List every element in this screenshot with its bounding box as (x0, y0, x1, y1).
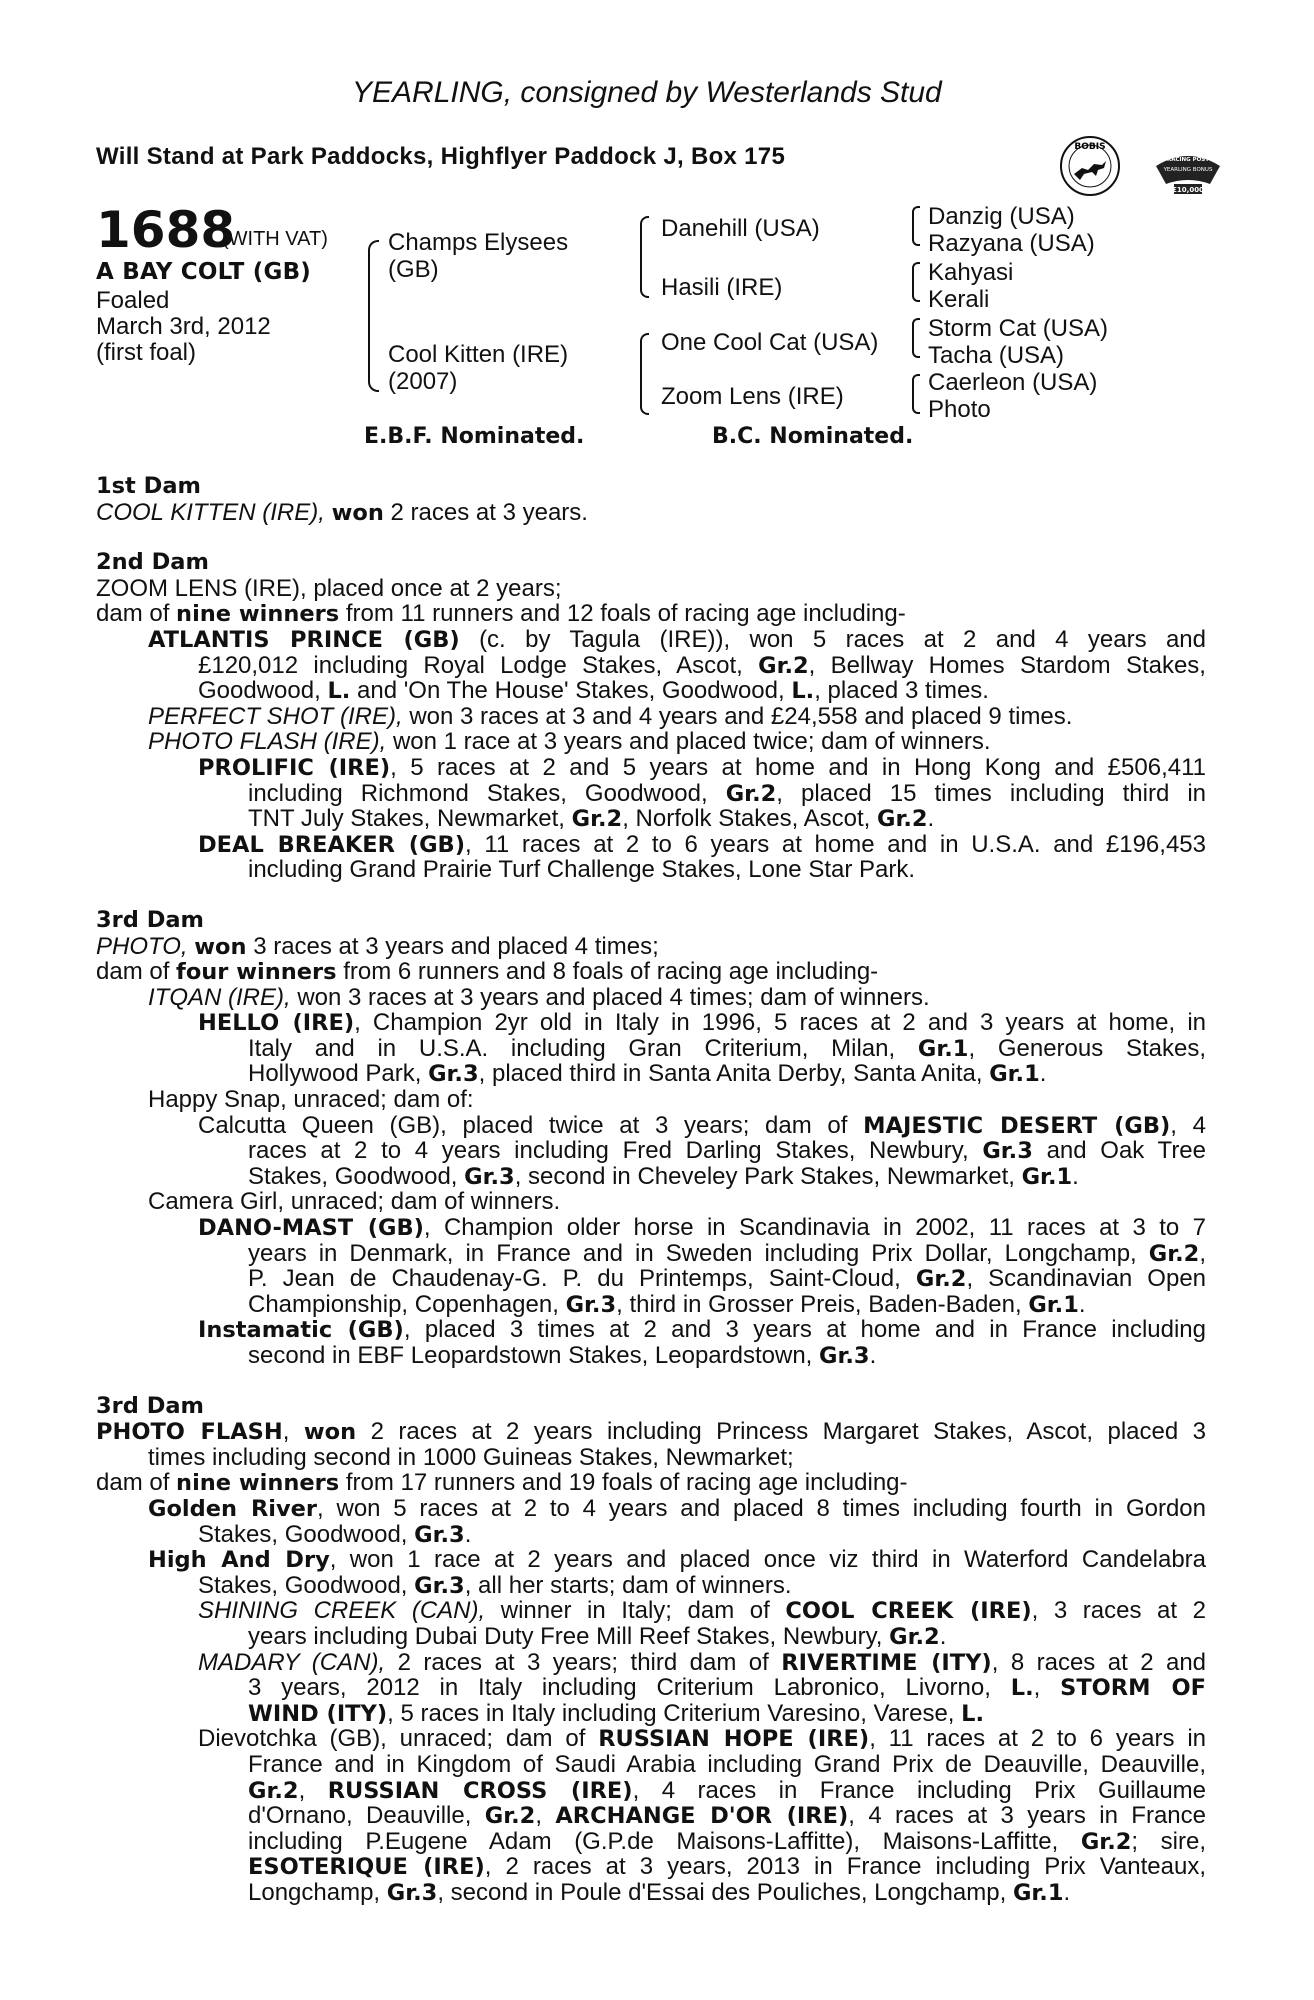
dam-dam: Zoom Lens (IRE) (661, 383, 844, 410)
sire-name: Champs Elysees (388, 229, 569, 256)
sire-sire-sire: Danzig (USA) (928, 203, 1075, 230)
bold-text: PROLIFIC (IRE) (198, 754, 391, 781)
list-item (96, 1061, 1206, 1087)
bold-text: ATLANTIS PRINCE (GB) (148, 626, 460, 653)
sire-sire-dam: Razyana (USA) (928, 230, 1095, 257)
list-item (96, 1598, 1206, 1624)
list-item (96, 1215, 1206, 1241)
list-item (96, 1726, 1206, 1752)
text-run: Longchamp, (248, 1878, 381, 1906)
list-item (96, 781, 1206, 807)
bc-nominated: B.C. Nominated. (712, 424, 914, 449)
list-item (96, 1496, 1206, 1522)
text-run: . (1078, 1290, 1086, 1318)
section-heading: 3rd Dam (96, 906, 204, 933)
bold-text: Gr.2 (248, 1777, 299, 1804)
bold-text: ESOTERIQUE (IRE) (248, 1854, 485, 1881)
list-item (96, 1547, 1206, 1573)
list-item: times including second in 1000 Guineas Stakes, Newmarket; (148, 1443, 794, 1471)
bold-text: DANO-MAST (GB) (198, 1215, 424, 1242)
bold-text: Gr.2 (571, 806, 623, 833)
text-run: 3 races at 3 years and placed 4 times; (253, 932, 659, 960)
text-run: years in Denmark, in France and in Sweden including Prix Dollar, Longchamp, (248, 1239, 1137, 1267)
text-run: , placed 3 times at 2 and 3 years at home and in France including (403, 1316, 1207, 1344)
text-run: Stakes, Goodwood, (198, 1571, 408, 1599)
bold-text: L. (1010, 1675, 1034, 1702)
text-run: PHOTO, (96, 932, 188, 960)
text-run: Calcutta Queen (GB), placed twice at 3 years; dam of (198, 1111, 848, 1139)
text-run: including Richmond Stakes, Goodwood, (248, 779, 708, 807)
text-run: , (282, 1418, 290, 1446)
bold-text: Gr.2 (915, 1266, 967, 1293)
list-item (96, 1113, 1206, 1139)
text-run: , 8 races at 2 and (991, 1648, 1207, 1676)
rp-amount: £10,000 (1172, 186, 1204, 194)
vat-note: (WITH VAT) (222, 228, 328, 250)
text-run: , 11 races at 2 to 6 years at home and in U.S.A. and £196,453 (465, 830, 1206, 858)
bold-text: Gr.3 (414, 1521, 465, 1548)
bold-text: L. (791, 678, 815, 705)
text-run: , Generous Stakes, (968, 1034, 1206, 1062)
text-run: . (1039, 1060, 1047, 1088)
text-run: . (464, 1520, 472, 1548)
text-run: from 17 runners and 19 foals of racing age including- (345, 1469, 908, 1497)
catalogue-body (96, 474, 1206, 1905)
text-run: Stakes, Goodwood, (248, 1162, 458, 1190)
list-item (96, 1803, 1206, 1829)
list-item: Happy Snap, unraced; dam of: (148, 1086, 474, 1114)
list-item (96, 627, 1206, 653)
list-item: Camera Girl, unraced; dam of winners. (148, 1188, 561, 1216)
sire-dam-dam: Kerali (928, 286, 990, 313)
text-run: 2 races at 3 years; third dam of (397, 1648, 769, 1676)
text-run: from 6 runners and 8 foals of racing age including- (343, 958, 879, 986)
section-heading: 2nd Dam (96, 549, 209, 576)
text-run: won 3 races at 3 and 4 years and £24,558 and placed 9 times. (409, 702, 1073, 730)
text-run: and Oak Tree (1046, 1137, 1207, 1165)
bold-text: Gr.3 (982, 1138, 1033, 1165)
list-item (96, 1010, 1206, 1036)
list-item (96, 1880, 1206, 1906)
list-item (96, 1266, 1206, 1292)
text-run: , 4 races in France including Prix Guillaume (632, 1776, 1207, 1804)
text-run: won 1 race at 3 years and placed twice; dam of winners. (392, 728, 991, 756)
text-run: , Champion older horse in Scandinavia in 2002, 11 races at 3 to 7 (423, 1214, 1206, 1242)
text-run: P. Jean de Chaudenay-G. P. du Printemps, Saint-Cloud, (248, 1265, 901, 1293)
text-run: , third in Grosser Preis, Baden-Baden, (616, 1290, 1022, 1318)
bold-text: HELLO (IRE) (198, 1010, 355, 1037)
dam-sire-dam: Tacha (USA) (928, 342, 1065, 369)
text-run: , Champion 2yr old in Italy in 1996, 5 races at 2 and 3 years at home, in (354, 1009, 1206, 1037)
bold-text: Golden River (148, 1495, 318, 1522)
list-item (96, 1419, 1206, 1445)
text-run: Stakes, Goodwood, (198, 1520, 408, 1548)
bold-text: WIND (ITY) (248, 1700, 388, 1727)
bold-text: Gr.3 (414, 1572, 465, 1599)
text-run: , all her starts; dam of winners. (464, 1571, 792, 1599)
text-run: years including Dubai Duty Free Mill Reef Stakes, Newbury, (248, 1622, 883, 1650)
list-item (96, 755, 1206, 781)
list-item (96, 1854, 1206, 1880)
text-run: , Scandinavian Open (966, 1265, 1207, 1293)
list-item (96, 1829, 1206, 1855)
bold-text: nine winners (176, 601, 340, 628)
text-run: PERFECT SHOT (IRE), (148, 702, 403, 730)
bold-text: High And Dry (148, 1547, 330, 1574)
bold-text: COOL CREEK (IRE) (785, 1598, 1032, 1625)
list-item (96, 678, 1206, 704)
bold-text: won (331, 499, 384, 526)
bold-text: Gr.2 (876, 806, 928, 833)
text-run: 3 years, 2012 in Italy including Criterium Labronico, Livorno, (248, 1674, 991, 1702)
bold-text: RUSSIAN CROSS (IRE) (327, 1777, 633, 1804)
sire-sire: Danehill (USA) (661, 215, 820, 242)
bold-text: RIVERTIME (ITY) (781, 1649, 992, 1676)
text-run: races at 2 to 4 years including Fred Darling Stakes, Newbury, (248, 1137, 969, 1165)
text-run: . (1072, 1162, 1079, 1190)
text-run: , second in Poule d'Essai des Pouliches, Longchamp, (437, 1878, 1007, 1906)
text-run: , 4 (1170, 1111, 1206, 1139)
dam-dam-sire: Caerleon (USA) (928, 369, 1098, 396)
text-run: SHINING CREEK (CAN), (198, 1597, 486, 1625)
foaled-label: Foaled (96, 287, 170, 314)
pedigree-bracket-3d (912, 374, 920, 414)
text-run: . (869, 1342, 877, 1369)
text-run: 2 races at 3 years. (390, 498, 588, 526)
text-run: , 11 races at 2 to 6 years in (869, 1725, 1207, 1753)
text-run: MADARY (CAN), (198, 1648, 386, 1676)
text-run: Hollywood Park, (248, 1060, 422, 1088)
list-item (96, 959, 1206, 985)
text-run: dam of (96, 1469, 170, 1497)
bold-text: Gr.3 (565, 1291, 617, 1318)
bold-text: Gr.2 (1080, 1828, 1132, 1855)
text-run: d'Ornano, Deauville, (248, 1802, 472, 1830)
rp-title: RACING POST (1166, 157, 1210, 163)
bold-text: L. (327, 678, 351, 705)
text-run: , 4 races at 3 years in France (848, 1802, 1206, 1830)
dam-sire: One Cool Cat (USA) (661, 329, 879, 356)
bold-text: MAJESTIC DESERT (GB) (863, 1112, 1171, 1139)
text-run: Italy and in U.S.A. including Gran Criterium, Milan, (248, 1034, 896, 1062)
text-run: (c. by Tagula (IRE)), won 5 races at 2 and 4 years and (479, 625, 1206, 653)
list-item (96, 934, 1206, 960)
list-item (96, 1164, 1206, 1190)
text-run: . (939, 1622, 947, 1650)
sire-dam-sire: Kahyasi (928, 259, 1014, 286)
list-item (96, 500, 1206, 526)
dam-sire-sire: Storm Cat (USA) (928, 315, 1109, 342)
list-item (96, 1573, 1206, 1599)
pedigree-bracket-2a (640, 216, 649, 298)
text-run: , placed third in Santa Anita Derby, Santa Anita, (478, 1060, 983, 1088)
list-item (96, 1522, 1206, 1548)
racing-post-bonus-logo (1150, 144, 1226, 200)
bold-text: DEAL BREAKER (GB) (198, 831, 465, 858)
list-item (96, 1624, 1206, 1650)
list-item: including Grand Prairie Turf Challenge Stakes, Lone Star Park. (248, 856, 916, 884)
list-item (96, 1701, 1206, 1727)
text-run: COOL KITTEN (IRE), (96, 498, 325, 526)
bobis-logo (1058, 134, 1122, 198)
list-item (96, 832, 1206, 858)
text-run: 2 races at 2 years including Princess Margaret Stakes, Ascot, placed 3 (370, 1418, 1207, 1446)
lot-name: A BAY COLT (GB) (96, 259, 312, 285)
list-item (96, 1778, 1206, 1804)
text-run: ITQAN (IRE), (148, 983, 291, 1011)
list-item (96, 653, 1206, 679)
list-item (96, 729, 1206, 755)
text-run: , 5 races in Italy including Criterium Varesino, Varese, (387, 1699, 955, 1727)
list-item (96, 1317, 1206, 1343)
bold-text: won (303, 1419, 357, 1446)
bold-text: Gr.1 (989, 1061, 1040, 1088)
list-item (96, 601, 1206, 627)
bold-text: Gr.2 (484, 1803, 536, 1830)
bold-text: RUSSIAN HOPE (IRE) (598, 1726, 870, 1753)
text-run: , won 1 race at 2 years and placed once viz third in Waterford Candelabra (329, 1546, 1207, 1574)
text-run: , (1199, 1239, 1206, 1267)
text-run: won 3 races at 3 years and placed 4 times; dam of winners. (297, 983, 930, 1011)
bold-text: L. (961, 1700, 985, 1727)
list-item (96, 1138, 1206, 1164)
list-item (96, 1470, 1206, 1496)
pedigree-bracket-3b (912, 262, 920, 302)
text-run: TNT July Stakes, Newmarket, (248, 805, 565, 833)
dam-name: Cool Kitten (IRE) (388, 341, 569, 368)
text-run: from 11 runners and 12 foals of racing age including- (345, 600, 906, 628)
text-run: Championship, Copenhagen, (248, 1290, 559, 1318)
list-item: France and in Kingdom of Saudi Arabia including Grand Prix de Deauville, Deauville, (248, 1750, 1206, 1778)
bold-text: Gr.3 (464, 1163, 515, 1190)
bold-text: won (194, 933, 247, 960)
bold-text: Gr.1 (917, 1035, 969, 1062)
text-run: , 3 races at 2 (1031, 1597, 1206, 1625)
list-item (96, 704, 1206, 730)
foaled-date: March 3rd, 2012 (96, 313, 271, 340)
text-run: , (1033, 1674, 1041, 1702)
bold-text: Gr.3 (386, 1879, 438, 1906)
pedigree-bracket-3c (912, 318, 920, 358)
text-run: dam of (96, 958, 170, 986)
bold-text: Gr.2 (1148, 1240, 1200, 1267)
section-heading: 3rd Dam (96, 1392, 204, 1419)
bold-text: Gr.3 (428, 1061, 479, 1088)
text-run: . (1063, 1878, 1071, 1906)
text-run: second in EBF Leopardstown Stakes, Leopardstown, (248, 1342, 813, 1369)
pedigree-bracket-1 (368, 240, 379, 392)
bold-text: Gr.1 (1028, 1291, 1079, 1318)
list-item (96, 806, 1206, 832)
sire-dam: Hasili (IRE) (661, 274, 783, 301)
bobis-text: BOBIS (1074, 142, 1106, 152)
section-heading: 1st Dam (96, 473, 201, 499)
page-title: YEARLING, consigned by Westerlands Stud (352, 76, 942, 109)
text-run: winner in Italy; dam of (500, 1597, 770, 1625)
bold-text: Gr.1 (1021, 1163, 1073, 1190)
bold-text: Gr.1 (1012, 1879, 1064, 1906)
bold-text: ARCHANGE D'OR (IRE) (555, 1803, 849, 1830)
bold-text: PHOTO FLASH (96, 1419, 283, 1446)
bold-text: STORM OF (1060, 1675, 1207, 1702)
sire-origin: (GB) (388, 256, 439, 283)
text-run: , second in Cheveley Park Stakes, Newmarket, (514, 1162, 1015, 1190)
list-item (96, 1292, 1206, 1318)
text-run: Dievotchka (GB), unraced; dam of (198, 1725, 586, 1753)
bold-text: Gr.2 (889, 1623, 940, 1650)
pedigree-bracket-3a (912, 206, 920, 246)
first-foal-note: (first foal) (96, 339, 197, 366)
bold-text: Gr.2 (725, 780, 777, 807)
list-item (96, 1241, 1206, 1267)
text-run: ; sire, (1131, 1827, 1206, 1855)
text-run: , 2 races at 3 years, 2013 in France including Prix Vanteaux, (484, 1853, 1206, 1881)
text-run: , Norfolk Stakes, Ascot, (622, 805, 871, 833)
text-run: , (535, 1802, 543, 1830)
list-item (96, 1675, 1206, 1701)
bold-text: Gr.2 (758, 652, 809, 679)
dam-year: (2007) (388, 368, 458, 395)
text-run: , placed 15 times including third in (776, 779, 1207, 807)
list-item (96, 1343, 1206, 1369)
lot-number: 1688 (96, 201, 236, 259)
text-run: , (298, 1776, 306, 1804)
text-run: , placed 3 times. (814, 677, 989, 705)
stand-location: Will Stand at Park Paddocks, Highflyer Paddock J, Box 175 (96, 143, 786, 170)
text-run: . (927, 805, 935, 833)
list-item: ZOOM LENS (IRE), placed once at 2 years; (96, 574, 562, 602)
list-item (96, 1650, 1206, 1676)
text-run: Goodwood, (198, 677, 321, 705)
text-run: and 'On The House' Stakes, Goodwood, (357, 677, 785, 705)
text-run: including P.Eugene Adam (G.P.de Maisons-Laffitte), Maisons-Laffitte, (248, 1827, 1059, 1855)
rp-subtitle: YEARLING BONUS (1163, 167, 1213, 173)
bold-text: nine winners (176, 1470, 340, 1497)
bold-text: Instamatic (GB) (198, 1317, 404, 1344)
text-run: , 5 races at 2 and 5 years at home and in Hong Kong and £506,411 (390, 753, 1206, 781)
text-run: , won 5 races at 2 to 4 years and placed 8 times including fourth in Gordon (317, 1494, 1206, 1522)
list-item (96, 1036, 1206, 1062)
text-run: PHOTO FLASH (IRE), (148, 728, 387, 756)
ebf-nominated: E.B.F. Nominated. (364, 424, 585, 449)
bold-text: four winners (176, 959, 337, 986)
dam-dam-dam: Photo (928, 396, 991, 423)
text-run: , Bellway Homes Stardom Stakes, (808, 651, 1206, 679)
list-item (96, 985, 1206, 1011)
pedigree-bracket-2b (640, 333, 649, 415)
text-run: dam of (96, 600, 170, 628)
bold-text: Gr.3 (819, 1343, 870, 1369)
text-run: £120,012 including Royal Lodge Stakes, Ascot, (198, 651, 743, 679)
